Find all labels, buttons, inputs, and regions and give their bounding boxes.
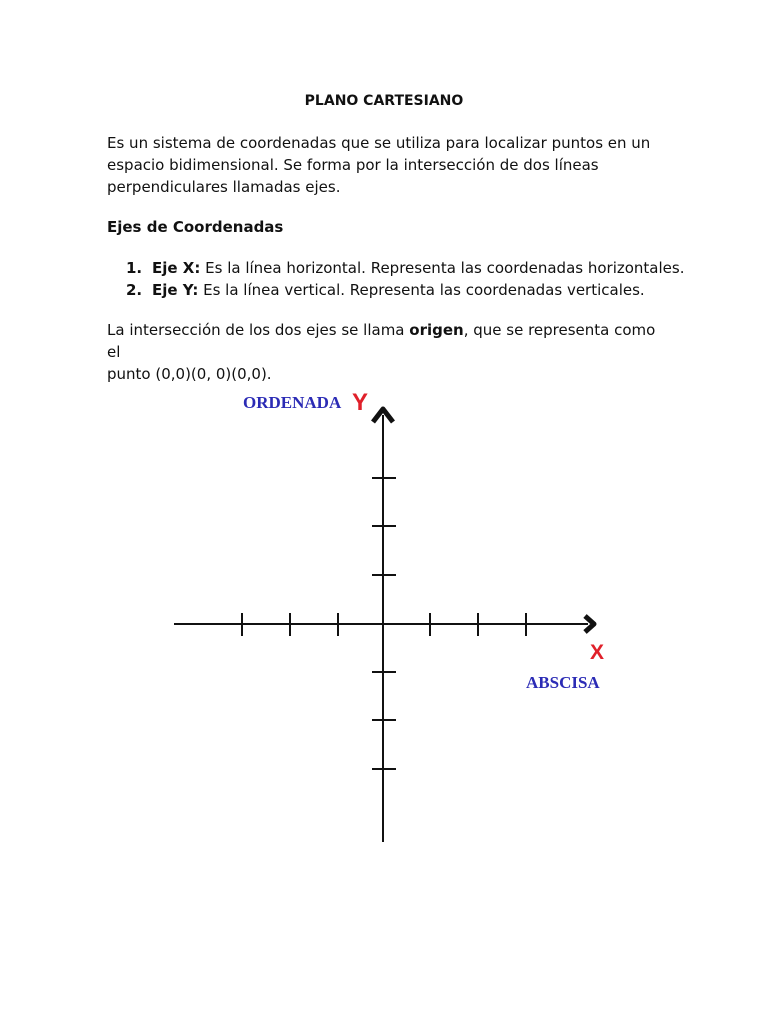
x-axis-letter-label: X [590,641,605,664]
page-title: PLANO CARTESIANO [304,93,464,109]
section-heading: Ejes de Coordenadas [107,218,284,236]
y-axis-letter-label: Y [352,389,369,416]
origin-text-after: , que se representa como el [107,321,656,361]
list-item [126,279,684,301]
list-text: Es la línea horizontal. Representa las coordenadas horizontales. [200,259,685,277]
list-text: Es la línea vertical. Representa las coordenadas verticales. [198,281,645,299]
origin-text-before: La intersección de los dos ejes se llama [107,321,410,339]
origin-text-line2: punto (0,0)(0, 0)(0,0). [107,365,272,383]
intro-line-2: espacio bidimensional. Se forma por la intersección de dos líneas [107,156,599,174]
intro-line-3: perpendiculares llamadas ejes. [107,178,341,196]
y-axis-name-label: ORDENADA [243,393,342,412]
list-number: 2. [126,281,143,299]
list-label: Eje X: [152,259,201,277]
origin-paragraph [107,319,667,385]
list-label: Eje Y: [152,281,199,299]
origin-term: origen [409,321,464,339]
cartesian-plane-diagram [160,380,620,850]
intro-paragraph [107,132,667,198]
list-number: 1. [126,259,143,277]
intro-line-1: Es un sistema de coordenadas que se utiliza para localizar puntos en un [107,134,651,152]
list-item [126,257,684,279]
axes-list [126,257,684,301]
x-axis-name-label: ABSCISA [526,673,600,692]
